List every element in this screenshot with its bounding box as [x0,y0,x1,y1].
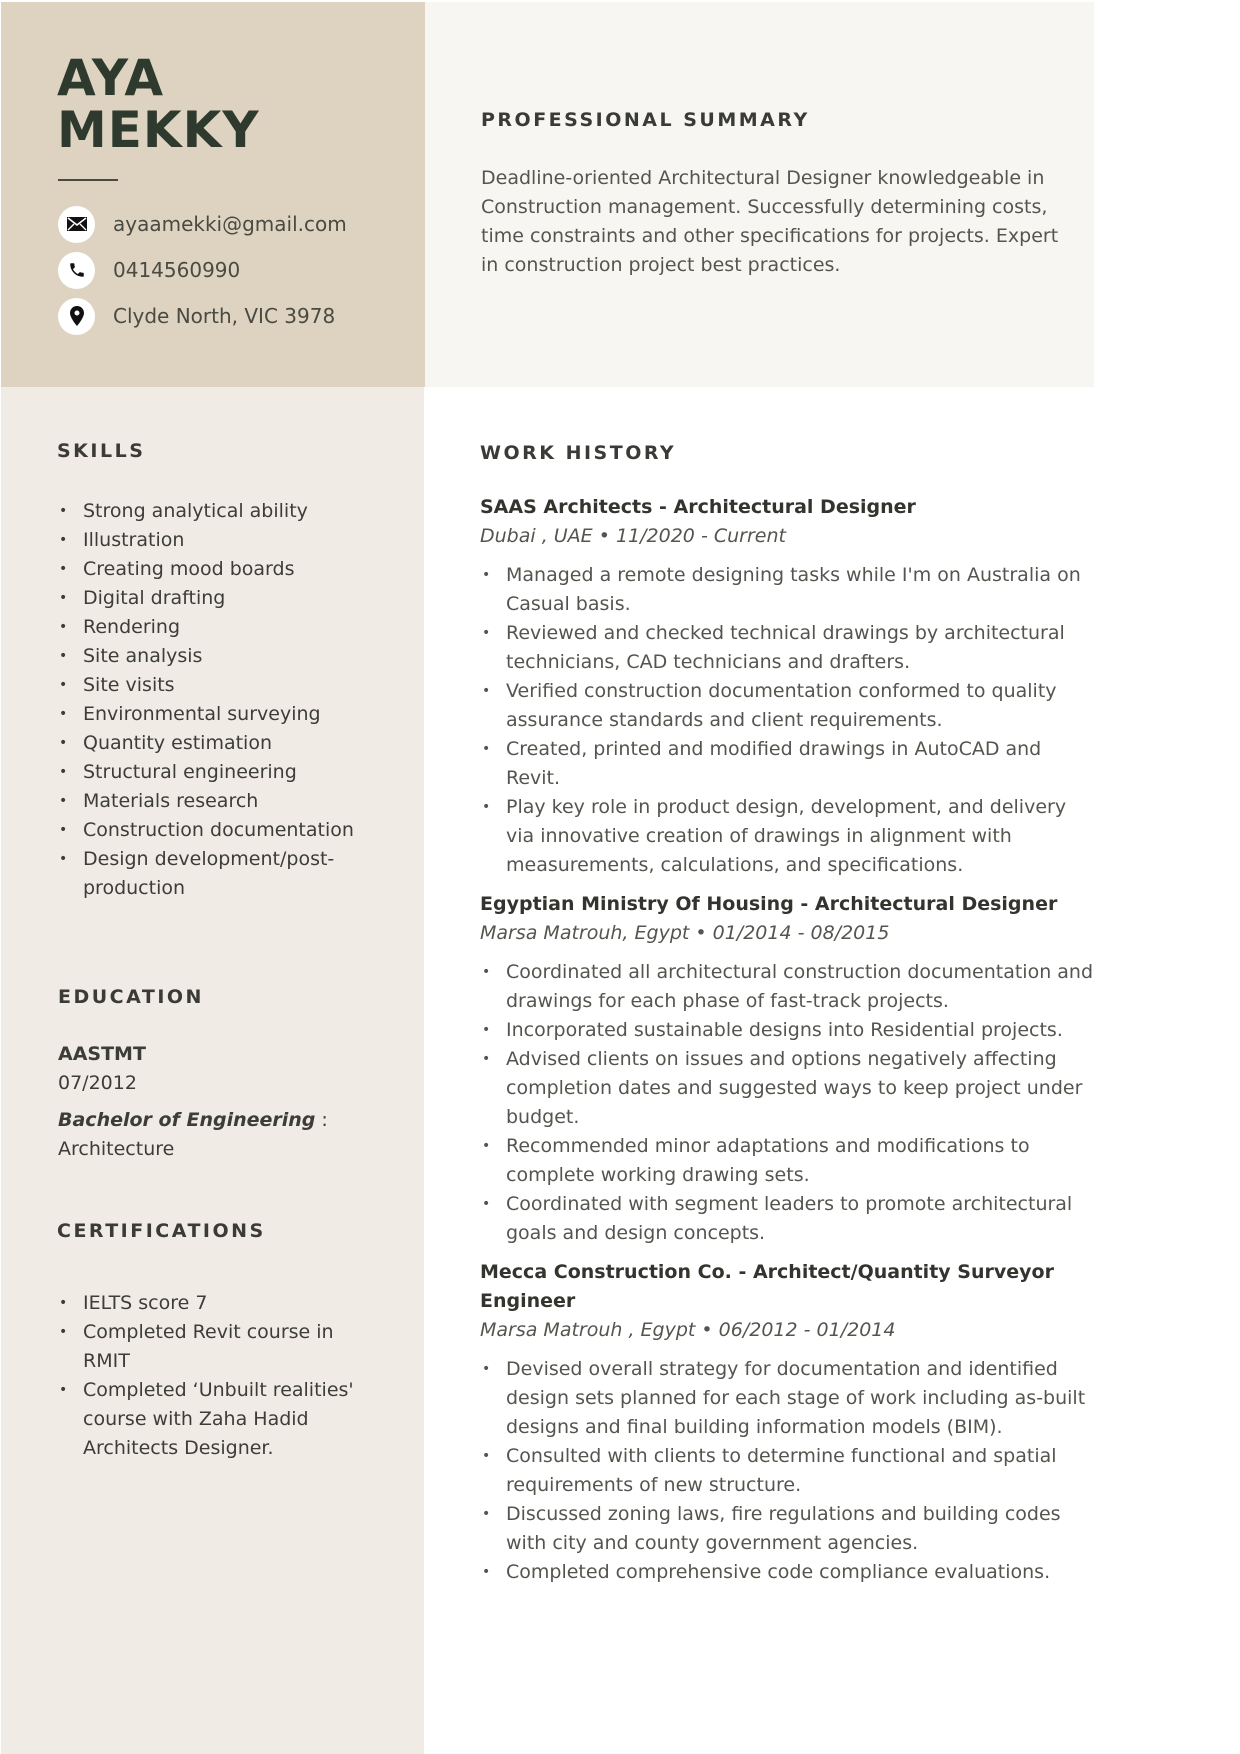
job-bullet: • Advised clients on issues and options negatively affecting completion dates and suggested ways to keep project under budget. [480,1045,1100,1132]
job-bullet: • Recommended minor adaptations and modifications to complete working drawing sets. [480,1132,1100,1190]
job-bullet: • Completed comprehensive code compliance evaluations. [480,1558,1100,1587]
job-bullets [480,561,1100,880]
location-text: Clyde North, VIC 3978 [113,304,336,328]
certification-item: • Completed ‘Unbuilt realities' course with Zaha Hadid Architects Designer. [57,1376,357,1463]
skill-item: • Creating mood boards [57,555,357,584]
job-entry [480,890,1100,1248]
job-bullet: • Coordinated with segment leaders to promote architectural goals and design concepts. [480,1190,1100,1248]
certifications-heading: CERTIFICATIONS [57,1220,266,1242]
certification-item: • IELTS score 7 [57,1289,357,1318]
skill-item: • Quantity estimation [57,729,357,758]
job-title: SAAS Architects - Architectural Designer [480,496,916,518]
skill-item: • Site visits [57,671,357,700]
email-text[interactable]: ayaamekki@gmail.com [113,212,347,236]
first-name: AYA [57,49,165,107]
education-entry [58,1040,358,1164]
job-bullet: • Verified construction documentation conformed to quality assurance standards and client requirements. [480,677,1100,735]
contact-location [58,297,335,335]
skill-item: • Strong analytical ability [57,497,357,526]
job-bullet: • Reviewed and checked technical drawings by architectural technicians, CAD technicians and drafters. [480,619,1100,677]
job-meta: Dubai , UAE • 11/2020 - Current [480,525,786,547]
job-bullet: • Incorporated sustainable designs into Residential projects. [480,1016,1100,1045]
skill-item: • Construction documentation [57,816,357,845]
phone-text[interactable]: 0414560990 [113,258,241,282]
job-bullet: • Consulted with clients to determine functional and spatial requirements of new structure. [480,1442,1100,1500]
contact-email[interactable] [58,205,347,243]
job-entry [480,493,1100,880]
envelope-icon [58,206,95,243]
job-bullet: • Devised overall strategy for documentation and identified design sets planned for each stage of work including as-built designs and final building information models (BIM). [480,1355,1100,1442]
education-heading: EDUCATION [58,986,204,1008]
summary-text: Deadline-oriented Architectural Designer knowledgeable in Construction management. Successfully determining costs, time constraints and other specifications for projects. Expert in construction project best practices. [481,167,1059,276]
skill-item: • Design development/post-production [57,845,357,903]
job-bullet: • Managed a remote designing tasks while I'm on Australia on Casual basis. [480,561,1100,619]
job-bullet: • Play key role in product design, development, and delivery via innovative creation of drawings in alignment with measurements, calculations, and specifications. [480,793,1100,880]
skill-item: • Structural engineering [57,758,357,787]
job-title: Egyptian Ministry Of Housing - Architectural Designer [480,893,1058,915]
work-history-heading: WORK HISTORY [480,442,677,464]
job-bullets [480,958,1100,1248]
contact-phone[interactable] [58,251,240,289]
phone-icon [58,252,95,289]
education-separator: : [315,1109,328,1131]
job-bullet: • Coordinated all architectural construction documentation and drawings for each phase of fast-track projects. [480,958,1100,1016]
education-field: Architecture [58,1138,175,1160]
job-meta: Marsa Matrouh , Egypt • 06/2012 - 01/2014 [480,1319,896,1341]
skill-item: • Materials research [57,787,357,816]
map-pin-icon [58,298,95,335]
work-history-list [480,493,1100,1597]
candidate-name [57,49,260,159]
education-date: 07/2012 [58,1072,137,1094]
job-bullets [480,1355,1100,1587]
job-title: Mecca Construction Co. - Architect/Quantity Surveyor Engineer [480,1261,1054,1312]
skill-item: • Illustration [57,526,357,555]
education-school: AASTMT [58,1043,146,1065]
job-entry [480,1258,1100,1587]
skill-item: • Digital drafting [57,584,357,613]
skill-item: • Rendering [57,613,357,642]
certification-item: • Completed Revit course in RMIT [57,1318,357,1376]
job-bullet: • Discussed zoning laws, fire regulations and building codes with city and county government agencies. [480,1500,1100,1558]
education-degree-line [58,1106,358,1164]
summary-heading: PROFESSIONAL SUMMARY [481,109,810,131]
job-meta: Marsa Matrouh, Egypt • 01/2014 - 08/2015 [480,922,890,944]
certifications-list [57,1289,357,1463]
education-degree: Bachelor of Engineering [58,1109,316,1131]
skills-list [57,497,357,903]
job-bullet: • Created, printed and modified drawings in AutoCAD and Revit. [480,735,1100,793]
skills-heading: SKILLS [57,440,146,462]
name-divider [58,179,118,181]
last-name: MEKKY [57,101,260,159]
skill-item: • Environmental surveying [57,700,357,729]
skill-item: • Site analysis [57,642,357,671]
